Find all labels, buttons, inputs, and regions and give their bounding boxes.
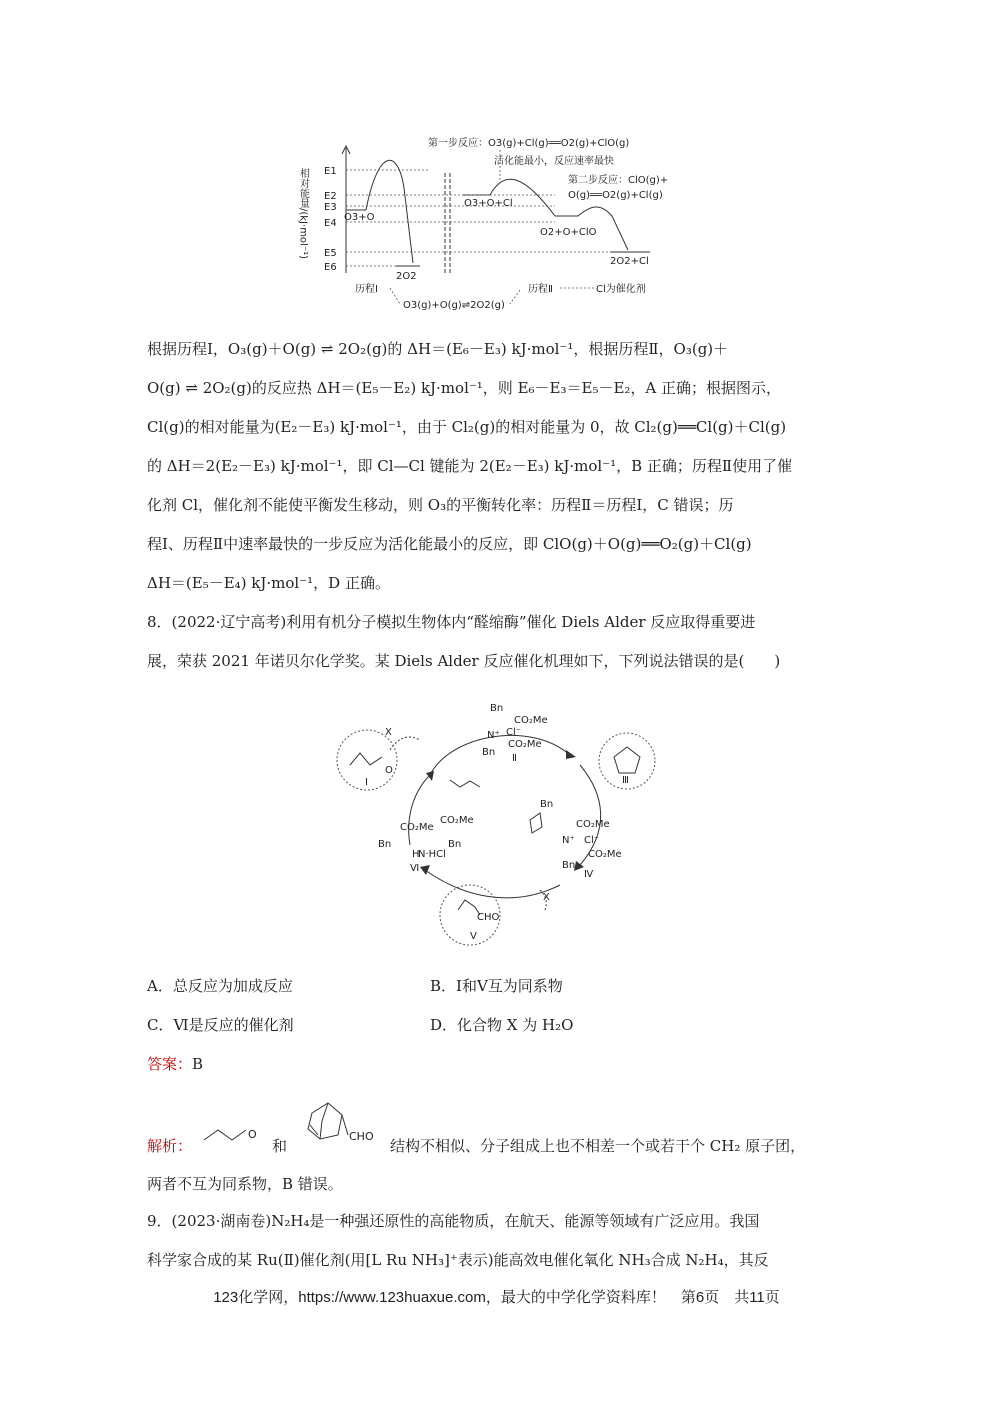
analysis-line-5: 化剂 Cl，催化剂不能使平衡发生移动，则 O₃的平衡转化率：历程Ⅱ＝历程Ⅰ，C 错误；历 xyxy=(147,496,734,514)
note-step1b: 活化能最小，反应速率最快 xyxy=(494,156,614,167)
right-bn-1: Bn xyxy=(540,799,554,810)
analysis-and: 和 xyxy=(272,1137,288,1155)
acrolein-o: O xyxy=(248,1128,257,1141)
analysis-line-2: O(g) ⇌ 2O₂(g)的反应热 ΔH＝(E₅－E₂) kJ·mol⁻¹，则 E₆－E₃＝E₅－E₂，A 正确；根据图示， xyxy=(147,379,782,397)
top-co2me-1: CO₂Me xyxy=(514,715,548,726)
level-e5: E5 xyxy=(324,248,337,259)
option-b[interactable]: B．Ⅰ和Ⅴ互为同系物 xyxy=(430,977,563,995)
analysis-line-6: 程Ⅰ、历程Ⅱ中速率最快的一步反应为活化能最小的反应，即 ClO(g)＋O(g)══O₂(g)＋Cl(g) xyxy=(147,535,752,553)
q8-line-1: 8．(2022·辽宁高考)利用有机分子模拟生物体内“醛缩酶”催化 Diels Alder 反应取得重要进 xyxy=(147,613,756,631)
energy-diagram xyxy=(297,128,700,313)
level-e1: E1 xyxy=(324,166,337,177)
note-step2: 第二步反应：ClO(g)+ xyxy=(568,175,669,186)
left-co2me-2: CO₂Me xyxy=(440,815,474,826)
note-step1: 第一步反应：O3(g)+Cl(g)══O2(g)+ClO(g) xyxy=(428,138,630,149)
left-bn-2: Bn xyxy=(448,839,462,850)
bicyclic-aldehyde-structure xyxy=(298,1095,383,1157)
analysis-line-7: ΔH＝(E₅－E₄) kJ·mol⁻¹，D 正确。 xyxy=(147,574,390,592)
species-o2oclo: O2+O+ClO xyxy=(540,227,597,238)
answer-line xyxy=(147,1053,203,1074)
option-c[interactable]: C．Ⅵ是反应的催化剂 xyxy=(147,1016,294,1034)
analysis-line-4: 的 ΔH＝2(E₂－E₃) kJ·mol⁻¹，即 Cl—Cl 键能为 2(E₂－E₃) kJ·mol⁻¹，B 正确；历程Ⅱ使用了催 xyxy=(147,457,793,475)
overall-reaction: O3(g)+O(g)⇌2O2(g) xyxy=(403,300,505,311)
top-n-plus: N⁺ xyxy=(487,730,500,741)
right-co2me-1: CO₂Me xyxy=(576,819,610,830)
struct-v-cho: CHO xyxy=(477,912,500,923)
analysis-line-1: 根据历程Ⅰ，O₃(g)＋O(g) ⇌ 2O₂(g)的 ΔH＝(E₆－E₃) kJ·mol⁻¹，根据历程Ⅱ，O₃(g)＋ xyxy=(147,340,729,358)
right-bn-2: Bn xyxy=(562,860,576,871)
option-d[interactable]: D．化合物 X 为 H₂O xyxy=(430,1016,574,1034)
note-step2b: O(g)══O2(g)+Cl(g) xyxy=(568,190,663,201)
label-vi: Ⅵ xyxy=(410,863,420,874)
bicyclic-cho: CHO xyxy=(349,1130,374,1143)
level-e2: E2 xyxy=(324,191,337,202)
species-2o2cl: 2O2+Cl xyxy=(610,256,649,267)
analysis-line-3: Cl(g)的相对能量为(E₂－E₃) kJ·mol⁻¹，由于 Cl₂(g)的相对能量为 0，故 Cl₂(g)══Cl(g)＋Cl(g) xyxy=(147,418,787,436)
struct-i-o: O xyxy=(385,765,393,776)
path2-label: 历程Ⅱ xyxy=(528,284,553,295)
label-v: Ⅴ xyxy=(470,931,477,942)
level-e6: E6 xyxy=(324,262,337,273)
left-nh-hcl: N·HCl xyxy=(418,849,446,860)
catalytic-cycle-diagram xyxy=(330,695,670,950)
level-e3: E3 xyxy=(324,202,337,213)
analysis-label: 解析： xyxy=(147,1137,193,1155)
level-e4: E4 xyxy=(324,218,337,229)
label-i: Ⅰ xyxy=(365,777,368,788)
page-footer: 123化学网，https://www.123huaxue.com，最大的中学化学资料库！ 第6页 共11页 xyxy=(213,1289,780,1306)
q8-line-2: 展，荣获 2021 年诺贝尔化学奖。某 Diels Alder 反应催化机理如下，下列说法错误的是( ) xyxy=(147,652,781,670)
species-o3o: O3+O xyxy=(344,212,375,223)
answer-value: B xyxy=(192,1055,204,1073)
species-o3ocl: O3+O+Cl xyxy=(464,198,513,209)
top-bn-1: Bn xyxy=(490,703,504,714)
label-iv: Ⅳ xyxy=(584,869,594,880)
right-cl-minus: Cl⁻ xyxy=(584,835,600,846)
cycle-x-top: X xyxy=(385,727,392,738)
top-co2me-2: CO₂Me xyxy=(508,739,542,750)
right-n-plus: N⁺ xyxy=(562,835,575,846)
label-iii: Ⅲ xyxy=(622,775,629,786)
y-axis-label: 相对能量/(kJ·mol⁻¹) xyxy=(297,168,309,260)
cycle-x-bottom: X xyxy=(543,892,550,903)
catalyst-note: Cl为催化剂 xyxy=(596,284,646,295)
left-h: H xyxy=(412,849,420,860)
q9-line-1: 9．(2023·湖南卷)N₂H₄是一种强还原性的高能物质，在航天、能源等领域有广泛应用。我国 xyxy=(147,1212,760,1230)
top-cl-minus: Cl⁻ xyxy=(506,727,522,738)
left-bn-1: Bn xyxy=(378,839,392,850)
right-co2me-2: CO₂Me xyxy=(588,849,622,860)
option-a[interactable]: A．总反应为加成反应 xyxy=(147,977,293,995)
acrolein-structure xyxy=(200,1120,265,1148)
analysis-tail: 结构不相似、分子组成上也不相差一个或若干个 CH₂ 原子团， xyxy=(390,1137,806,1155)
analysis-line-2-q8: 两者不互为同系物，B 错误。 xyxy=(147,1175,343,1193)
left-co2me-1: CO₂Me xyxy=(400,822,434,833)
q9-line-2: 科学家合成的某 Ru(Ⅱ)催化剂(用[L Ru NH₃]⁺表示)能高效电催化氧化 NH₃合成 N₂H₄，其反 xyxy=(147,1251,769,1269)
answer-label: 答案： xyxy=(147,1055,193,1073)
species-2o2-left: 2O2 xyxy=(396,271,417,282)
path1-label: 历程Ⅰ xyxy=(355,284,378,295)
top-bn-2: Bn xyxy=(482,747,496,758)
label-ii: Ⅱ xyxy=(512,753,517,764)
